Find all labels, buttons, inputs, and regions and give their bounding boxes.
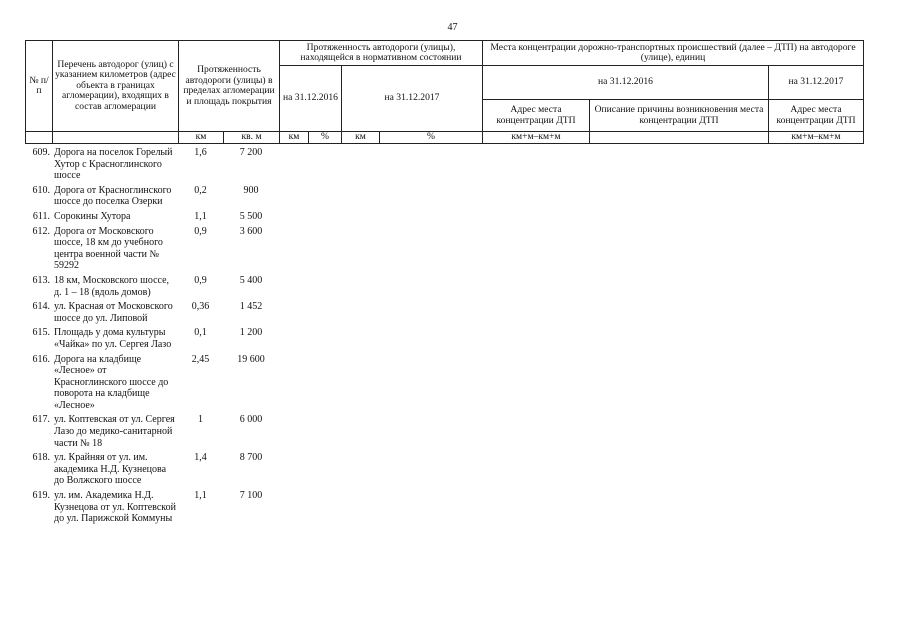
road-name: 18 км, Московского шоссе, д. 1 – 18 (вдоль домов) <box>54 274 170 298</box>
unit-km-range: км+м–км+м <box>769 132 864 144</box>
header-normative: Протяженность автодороги (улицы), находящейся в нормативном состоянии <box>280 41 483 66</box>
road-length-km: 0,1 <box>194 327 207 339</box>
road-area-sqm: 7 200 <box>239 147 263 158</box>
road-name: Дорога от Красноглинского шоссе до поселка Озерки <box>54 184 172 208</box>
road-length-km: 0,9 <box>194 274 207 286</box>
table-row <box>25 275 279 301</box>
road-area-sqm: 900 <box>243 184 259 196</box>
header-accidents-2017: на 31.12.2017 <box>769 66 864 100</box>
row-number: 618. <box>32 452 50 464</box>
row-number: 619. <box>32 490 50 502</box>
table-row <box>25 301 279 327</box>
road-length-km: 2,45 <box>191 353 210 365</box>
road-name: ул. Коптевская от ул. Сергея Лазо до медико-санитарной части № 18 <box>54 414 175 449</box>
table-row <box>25 185 279 211</box>
road-name: Дорога от Московского шоссе, 18 км до учебного центра военной части № 59292 <box>54 225 163 272</box>
road-length-km: 0,9 <box>194 225 207 237</box>
header-normative-2016: на 31.12.2016 <box>280 66 342 132</box>
row-number: 611. <box>32 210 50 222</box>
row-number: 613. <box>32 274 50 286</box>
header-length: Протяженность автодороги (улицы) в пределах агломерации и площадь покрытия <box>179 41 280 132</box>
road-name: Площадь у дома культуры «Чайка» по ул. Сергея Лазо <box>54 327 172 350</box>
road-length-km: 1,1 <box>194 210 207 222</box>
road-area-sqm: 1 200 <box>239 327 263 339</box>
header-road-list: Перечень автодорог (улиц) с указанием километров (адрес объекта в границах агломерации), входящих в состав агломерации <box>53 41 179 132</box>
row-number: 614. <box>32 301 50 313</box>
table-row <box>25 452 279 490</box>
table-row <box>25 211 279 226</box>
table-row <box>25 147 279 185</box>
road-area-sqm: 5 400 <box>239 274 263 286</box>
road-length-km: 1,4 <box>194 452 207 464</box>
table-row <box>25 327 279 353</box>
header-number: № п/п <box>26 41 53 132</box>
row-number: 615. <box>32 327 50 339</box>
road-name: ул. им. Академика Н.Д. Кузнецова от ул. Коптевской до ул. Парижской Коммуны <box>54 490 176 525</box>
road-area-sqm: 5 500 <box>239 210 263 222</box>
road-name: Сорокины Хутора <box>54 210 131 222</box>
road-area-sqm: 3 600 <box>239 225 263 237</box>
unit-percent: % <box>309 132 342 144</box>
table-row <box>25 354 279 415</box>
header-accidents: Места концентрации дорожно-транспортных происшествий (далее – ДТП) на автодороге (улице), единиц <box>483 41 864 66</box>
page-number: 47 <box>447 22 458 33</box>
road-length-km: 1,1 <box>194 490 207 502</box>
road-length-km: 1,6 <box>194 147 207 158</box>
unit-sqm: кв. м <box>224 132 280 144</box>
road-area-sqm: 1 452 <box>239 301 263 313</box>
header-normative-2017: на 31.12.2017 <box>342 66 483 132</box>
road-name: ул. Крайняя от ул. им. академика Н.Д. Кузнецова до Волжского шоссе <box>54 452 167 487</box>
road-area-sqm: 6 000 <box>239 414 263 426</box>
header-address-2017: Адрес места концентрации ДТП <box>769 100 864 132</box>
road-length-km: 0,2 <box>194 184 207 196</box>
road-length-km: 0,36 <box>191 301 210 313</box>
road-area-sqm: 8 700 <box>239 452 263 464</box>
unit-km: км <box>342 132 380 144</box>
table-body <box>25 147 279 528</box>
road-area-sqm: 19 600 <box>237 353 265 365</box>
row-number: 617. <box>32 414 50 426</box>
road-area-sqm: 7 100 <box>239 490 263 502</box>
header-accidents-2016: на 31.12.2016 <box>483 66 769 100</box>
road-length-km: 1 <box>198 414 203 426</box>
unit-km: км <box>280 132 309 144</box>
table-row <box>25 226 279 275</box>
road-name: ул. Красная от Московского шоссе до ул. Липовой <box>54 301 173 324</box>
row-number: 609. <box>32 147 50 158</box>
road-name: Дорога на кладбище «Лесное» от Красноглинского шоссе до поворота на кладбище «Лесное» <box>54 353 169 411</box>
unit-percent: % <box>380 132 483 144</box>
row-number: 610. <box>32 184 50 196</box>
header-cause: Описание причины возникновения места концентрации ДТП <box>590 100 769 132</box>
table-row <box>25 414 279 452</box>
unit-km: км <box>179 132 224 144</box>
row-number: 612. <box>32 225 50 237</box>
unit-km-range: км+м–км+м <box>483 132 590 144</box>
header-address-2016: Адрес места концентрации ДТП <box>483 100 590 132</box>
table-row <box>25 490 279 528</box>
row-number: 616. <box>32 353 50 365</box>
table-header <box>25 40 864 144</box>
road-name: Дорога на поселок Горелый Хутор с Красноглинского шоссе <box>54 147 173 182</box>
